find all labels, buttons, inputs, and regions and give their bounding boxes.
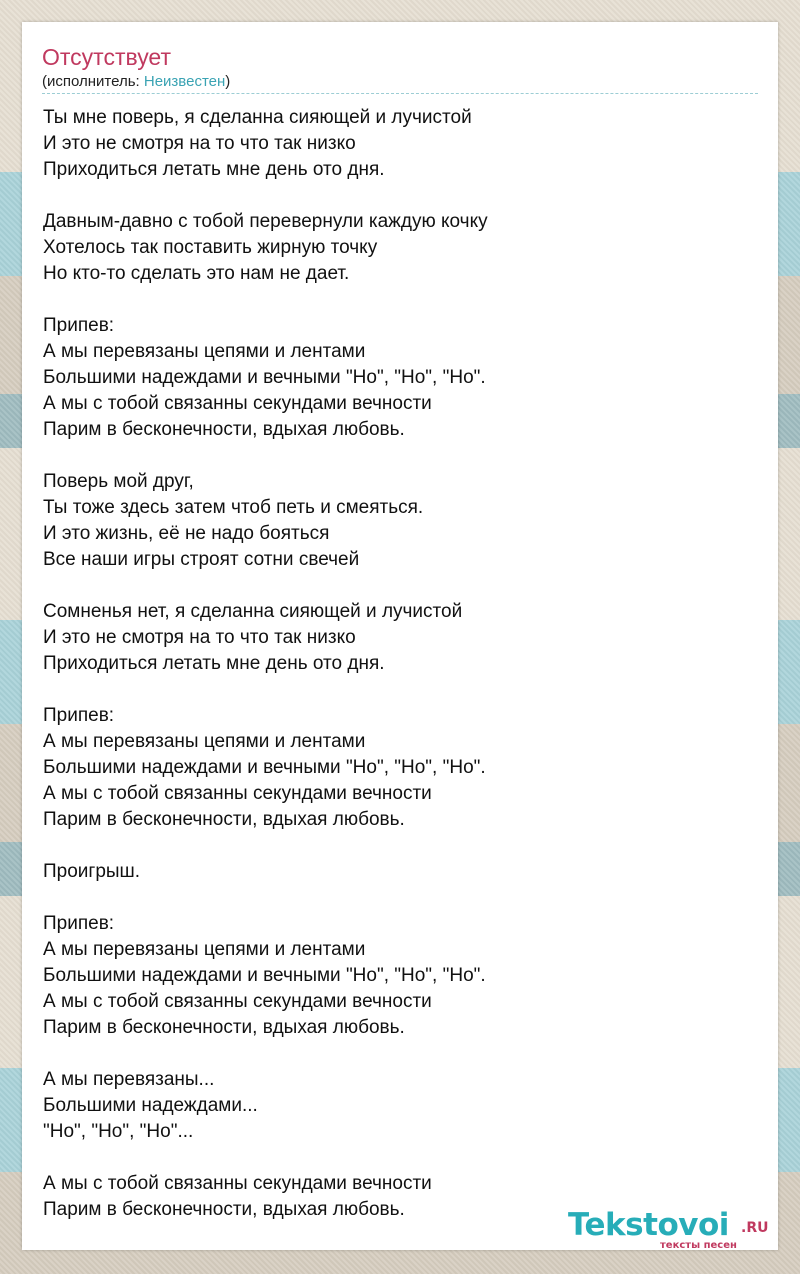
lyrics-card (22, 22, 778, 1250)
lyric-line: Но кто-то сделать это нам не дает. (43, 263, 350, 284)
lyric-line: Сомненья нет, я сделанна сияющей и лучистой (43, 601, 463, 622)
lyric-line: Ты мне поверь, я сделанна сияющей и лучистой (43, 107, 472, 128)
lyric-line: И это не смотря на то что так низко (43, 133, 356, 154)
lyric-blank-line (43, 287, 758, 313)
lyric-blank-line (43, 443, 758, 469)
artist-prefix: (исполнитель: (42, 73, 144, 90)
lyric-blank-line (43, 885, 758, 911)
lyric-line: Все наши игры строят сотни свечей (43, 549, 360, 570)
lyric-line: Хотелось так поставить жирную точку (43, 237, 378, 258)
lyric-line: Приходиться летать мне день ото дня. (43, 653, 385, 674)
lyric-line: А мы перевязаны цепями и лентами (43, 341, 366, 362)
lyric-blank-line (43, 573, 758, 599)
lyric-blank-line (43, 833, 758, 859)
lyric-line: А мы перевязаны цепями и лентами (43, 939, 366, 960)
artist-link[interactable]: Неизвестен (143, 73, 226, 90)
lyric-blank-line (43, 677, 758, 703)
lyric-line: Большими надеждами... (43, 1095, 258, 1116)
lyric-line: Парим в бесконечности, вдыхая любовь. (43, 1017, 405, 1038)
artist-line (42, 72, 230, 92)
lyric-line: А мы перевязаны цепями и лентами (43, 731, 366, 752)
lyric-blank-line (43, 1145, 758, 1171)
lyric-line: А мы с тобой связанны секундами вечности (43, 393, 432, 414)
lyric-line: А мы с тобой связанны секундами вечности (43, 991, 432, 1012)
lyric-line: Большими надеждами и вечными "Но", "Но", "Но". (43, 965, 486, 986)
lyric-line: А мы с тобой связанны секундами вечности (43, 1173, 432, 1194)
logo-wordmark: Tekstovoi (568, 1207, 729, 1243)
lyric-line: А мы с тобой связанны секундами вечности (43, 783, 432, 804)
lyric-line: Парим в бесконечности, вдыхая любовь. (43, 1199, 405, 1220)
artist-suffix: ) (225, 73, 231, 90)
lyric-line: Большими надеждами и вечными "Но", "Но", "Но". (43, 367, 486, 388)
logo-tagline: тексты песен (660, 1240, 737, 1251)
song-title: Отсутствует (42, 44, 171, 70)
logo-domain: .RU (741, 1220, 769, 1236)
lyric-line: И это жизнь, её не надо бояться (43, 523, 330, 544)
lyric-line: Припев: (43, 913, 115, 934)
lyric-line: Поверь мой друг, (43, 471, 194, 492)
lyric-line: А мы перевязаны... (43, 1069, 215, 1090)
site-logo[interactable] (568, 1205, 778, 1253)
lyric-line: "Но", "Но", "Но"... (43, 1121, 194, 1142)
lyric-blank-line (43, 183, 758, 209)
lyric-line: Давным-давно с тобой перевернули каждую кочку (43, 211, 488, 232)
lyric-line: Парим в бесконечности, вдыхая любовь. (43, 809, 405, 830)
lyric-line: Припев: (43, 315, 115, 336)
lyric-line: Ты тоже здесь затем чтоб петь и смеяться. (43, 497, 424, 518)
lyric-line: Приходиться летать мне день ото дня. (43, 159, 385, 180)
header-divider (42, 93, 758, 94)
lyrics-body (43, 105, 758, 1223)
lyric-line: Проигрыш. (43, 861, 141, 882)
lyric-blank-line (43, 1041, 758, 1067)
lyric-line: И это не смотря на то что так низко (43, 627, 356, 648)
lyric-line: Припев: (43, 705, 115, 726)
lyric-line: Парим в бесконечности, вдыхая любовь. (43, 419, 405, 440)
lyric-line: Большими надеждами и вечными "Но", "Но", "Но". (43, 757, 486, 778)
